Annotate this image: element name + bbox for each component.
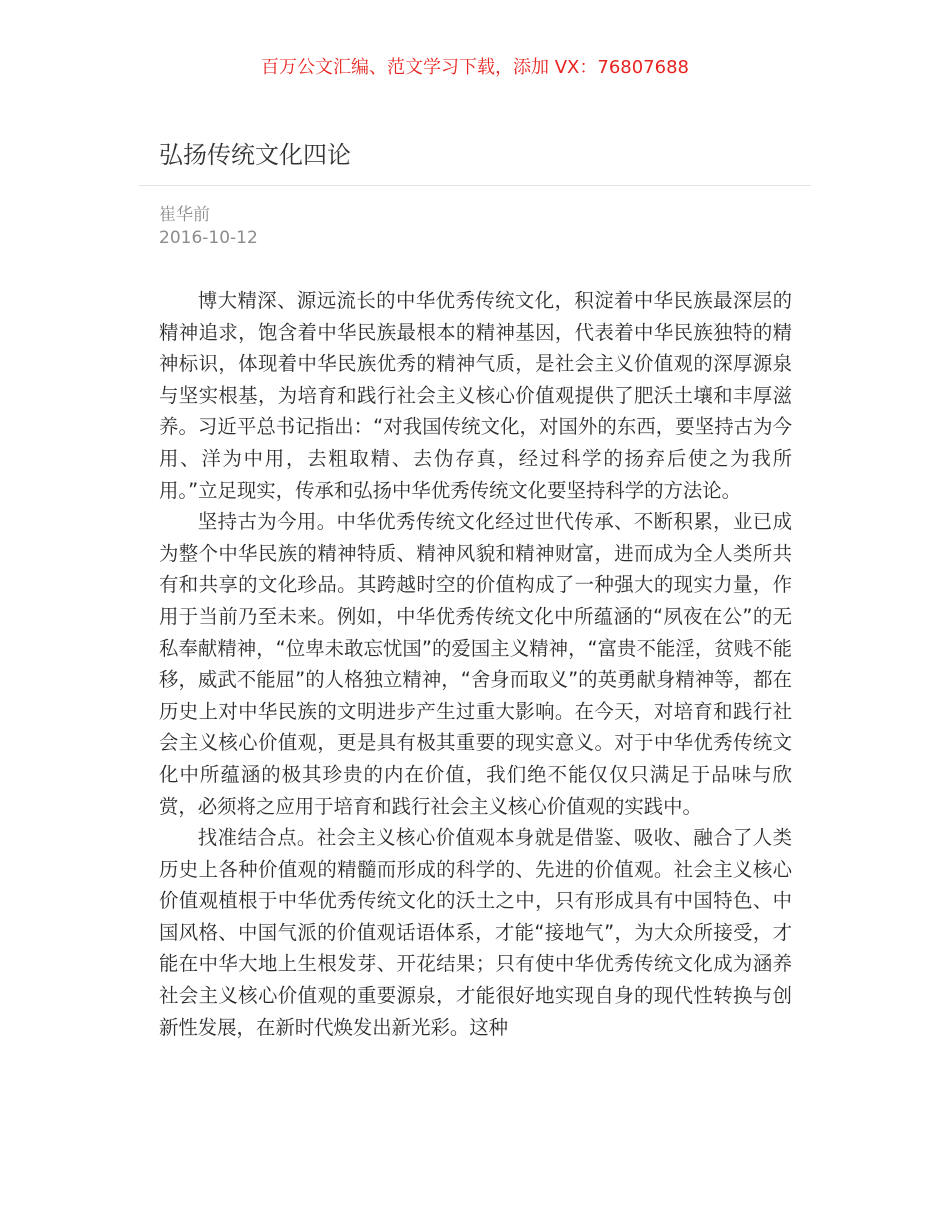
article-paragraph: 找准结合点。社会主义核心价值观本身就是借鉴、吸收、融合了人类历史上各种价值观的精髓而形成的科学的、先进的价值观。社会主义核心价值观植根于中华优秀传统文化的沃土之中，只有形成具有中国特色、中国风格、中国气派的价值观话语体系，才能“接地气”，为大众所接受，才能在中华大地上生根发芽、开花结果；只有使中华优秀传统文化成为涵养社会主义核心价值观的重要源泉，才能很好地实现自身的现代性转换与创新性发展，在新时代焕发出新光彩。这种	[159, 826, 792, 1039]
article-date: 2016-10-12	[159, 228, 258, 248]
article-body	[159, 285, 792, 1043]
promo-banner: 百万公文汇编、范文学习下载，添加 VX：76807688	[261, 57, 689, 78]
article-author: 崔华前	[159, 205, 210, 225]
title-divider	[139, 185, 811, 186]
article-title: 弘扬传统文化四论	[159, 141, 351, 169]
article-paragraph: 博大精深、源远流长的中华优秀传统文化，积淀着中华民族最深层的精神追求，饱含着中华民族最根本的精神基因，代表着中华民族独特的精神标识，体现着中华民族优秀的精神气质，是社会主义价值观的深厚源泉与坚实根基，为培育和践行社会主义核心价值观提供了肥沃土壤和丰厚滋养。习近平总书记指出：“对我国传统文化，对国外的东西，要坚持古为今用、洋为中用，去粗取精、去伪存真，经过科学的扬弃后使之为我所用。”立足现实，传承和弘扬中华优秀传统文化要坚持科学的方法论。	[159, 289, 792, 502]
article-paragraph: 坚持古为今用。中华优秀传统文化经过世代传承、不断积累，业已成为整个中华民族的精神特质、精神风貌和精神财富，进而成为全人类所共有和共享的文化珍品。其跨越时空的价值构成了一种强大的现实力量，作用于当前乃至未来。例如，中华优秀传统文化中所蕴涵的“夙夜在公”的无私奉献精神，“位卑未敢忘忧国”的爱国主义精神，“富贵不能淫，贫贱不能移，威武不能屈”的人格独立精神，“舍身而取义”的英勇献身精神等，都在历史上对中华民族的文明进步产生过重大影响。在今天，对培育和践行社会主义核心价值观，更是具有极其重要的现实意义。对于中华优秀传统文化中所蕴涵的极其珍贵的内在价值，我们绝不能仅仅只满足于品味与欣赏，必须将之应用于培育和践行社会主义核心价值观的实践中。	[159, 510, 792, 818]
